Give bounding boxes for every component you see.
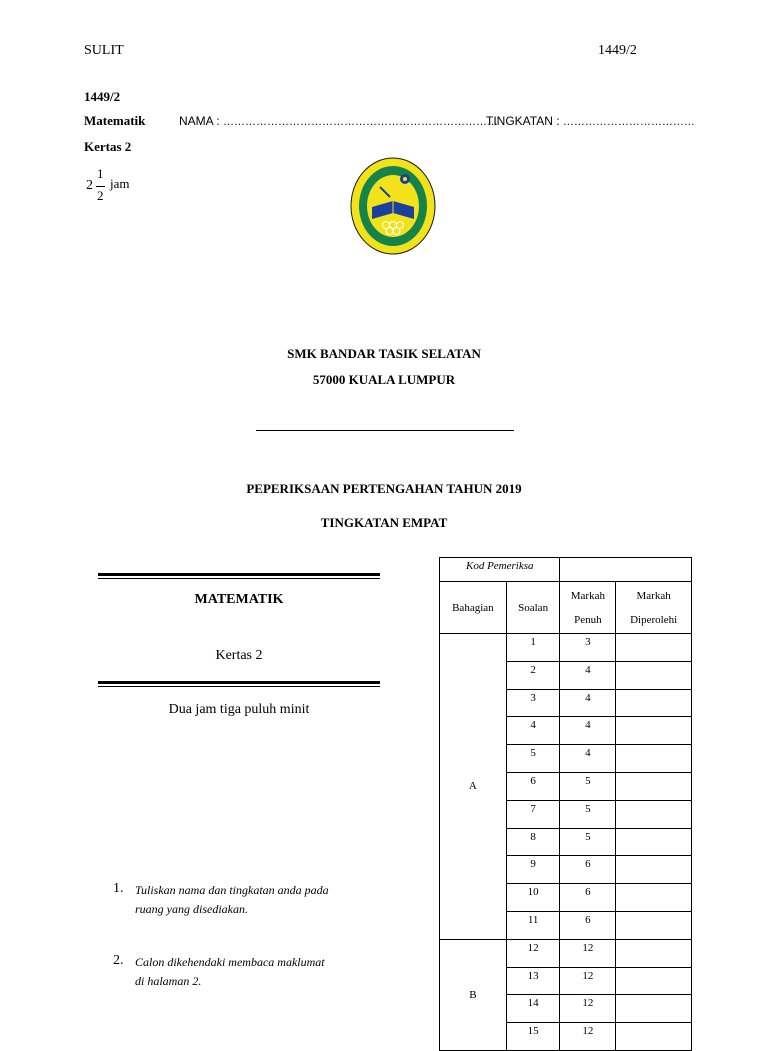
instruction-2-num: 2. (113, 953, 124, 968)
header-code: 1449/2 (598, 43, 637, 58)
instruction-1-line2: ruang yang disediakan. (135, 902, 248, 916)
full-marks: 12 (560, 939, 616, 967)
question-number: 7 (506, 800, 560, 828)
instruction-2 (135, 953, 325, 991)
question-number: 8 (506, 828, 560, 856)
question-number: 13 (506, 967, 560, 995)
full-marks: 4 (560, 717, 616, 745)
question-number: 15 (506, 1023, 560, 1051)
section-a: A (440, 634, 507, 940)
name-field[interactable] (179, 114, 498, 128)
obtained-marks-cell[interactable] (616, 939, 692, 967)
obtained-marks-cell[interactable] (616, 689, 692, 717)
obtained-marks-cell[interactable] (616, 828, 692, 856)
cover-paper: Kertas 2 (215, 648, 263, 663)
col-obtained-marks (616, 582, 692, 634)
cover-subject: MATEMATIK (194, 592, 284, 607)
table-row (440, 634, 692, 662)
name-dots: ………………………………………………………………… (223, 116, 499, 128)
question-number: 3 (506, 689, 560, 717)
school-address: 57000 KUALA LUMPUR (312, 372, 456, 387)
full-marks: 12 (560, 995, 616, 1023)
score-rows (440, 634, 692, 1051)
question-number: 5 (506, 745, 560, 773)
score-table (439, 557, 692, 1051)
question-number: 10 (506, 884, 560, 912)
examiner-label: Kod Pemeriksa (440, 558, 560, 582)
name-label: NAMA : (179, 114, 220, 128)
question-number: 14 (506, 995, 560, 1023)
school-crest-icon (350, 157, 436, 255)
duration-fraction (86, 166, 146, 206)
full-marks: 4 (560, 661, 616, 689)
paper-code: 1449/2 (84, 89, 121, 104)
obtained-marks-cell[interactable] (616, 745, 692, 773)
duration-unit: jam (110, 176, 130, 191)
school-name: SMK BANDAR TASIK SELATAN (287, 346, 481, 361)
form-label: TINGKATAN : (486, 114, 560, 128)
full-marks: 6 (560, 911, 616, 939)
obtained-marks-cell[interactable] (616, 661, 692, 689)
full-marks: 4 (560, 689, 616, 717)
full-marks: 4 (560, 745, 616, 773)
question-number: 4 (506, 717, 560, 745)
duration-denominator: 2 (97, 188, 104, 203)
obtained-marks-cell[interactable] (616, 856, 692, 884)
col-got-line1: Markah (636, 589, 671, 602)
full-marks: 3 (560, 634, 616, 662)
instruction-2-line2: di halaman 2. (135, 974, 202, 988)
question-number: 2 (506, 661, 560, 689)
duration-whole: 2 (86, 178, 93, 193)
fraction-bar (96, 186, 105, 187)
divider-line (256, 430, 514, 431)
full-marks: 5 (560, 800, 616, 828)
header-sulit: SULIT (84, 43, 124, 58)
subject-label: Matematik (84, 113, 146, 128)
obtained-marks-cell[interactable] (616, 967, 692, 995)
col-got-line2: Diperolehi (630, 613, 678, 626)
obtained-marks-cell[interactable] (616, 634, 692, 662)
table-row (440, 939, 692, 967)
obtained-marks-cell[interactable] (616, 800, 692, 828)
col-full-line1: Markah (570, 589, 605, 602)
col-full-marks (560, 582, 616, 634)
cover-top-rule (98, 573, 380, 579)
col-question: Soalan (506, 582, 560, 634)
exam-level: TINGKATAN EMPAT (320, 515, 448, 530)
obtained-marks-cell[interactable] (616, 884, 692, 912)
instruction-1-num: 1. (113, 881, 124, 896)
col-full-line2: Penuh (574, 613, 602, 626)
question-number: 6 (506, 772, 560, 800)
question-number: 12 (506, 939, 560, 967)
section-b: B (440, 939, 507, 1050)
duration-numerator: 1 (97, 166, 104, 181)
full-marks: 5 (560, 772, 616, 800)
instruction-1-line1: Tuliskan nama dan tingkatan anda pada (135, 883, 329, 897)
question-number: 1 (506, 634, 560, 662)
full-marks: 5 (560, 828, 616, 856)
full-marks: 6 (560, 856, 616, 884)
examiner-code-cell[interactable] (560, 558, 692, 582)
full-marks: 12 (560, 967, 616, 995)
full-marks: 6 (560, 884, 616, 912)
instruction-1 (135, 881, 329, 919)
cover-bottom-rule (98, 681, 380, 687)
exam-title: PEPERIKSAAN PERTENGAHAN TAHUN 2019 (246, 481, 522, 496)
obtained-marks-cell[interactable] (616, 772, 692, 800)
obtained-marks-cell[interactable] (616, 911, 692, 939)
obtained-marks-cell[interactable] (616, 995, 692, 1023)
full-marks: 12 (560, 1023, 616, 1051)
obtained-marks-cell[interactable] (616, 717, 692, 745)
form-field[interactable] (486, 114, 695, 128)
cover-duration: Dua jam tiga puluh minit (168, 702, 310, 717)
question-number: 11 (506, 911, 560, 939)
col-section: Bahagian (440, 582, 507, 634)
form-dots: ……………………………… (562, 116, 695, 128)
obtained-marks-cell[interactable] (616, 1023, 692, 1051)
instruction-2-line1: Calon dikehendaki membaca maklumat (135, 955, 325, 969)
paper-label: Kertas 2 (84, 139, 132, 154)
question-number: 9 (506, 856, 560, 884)
